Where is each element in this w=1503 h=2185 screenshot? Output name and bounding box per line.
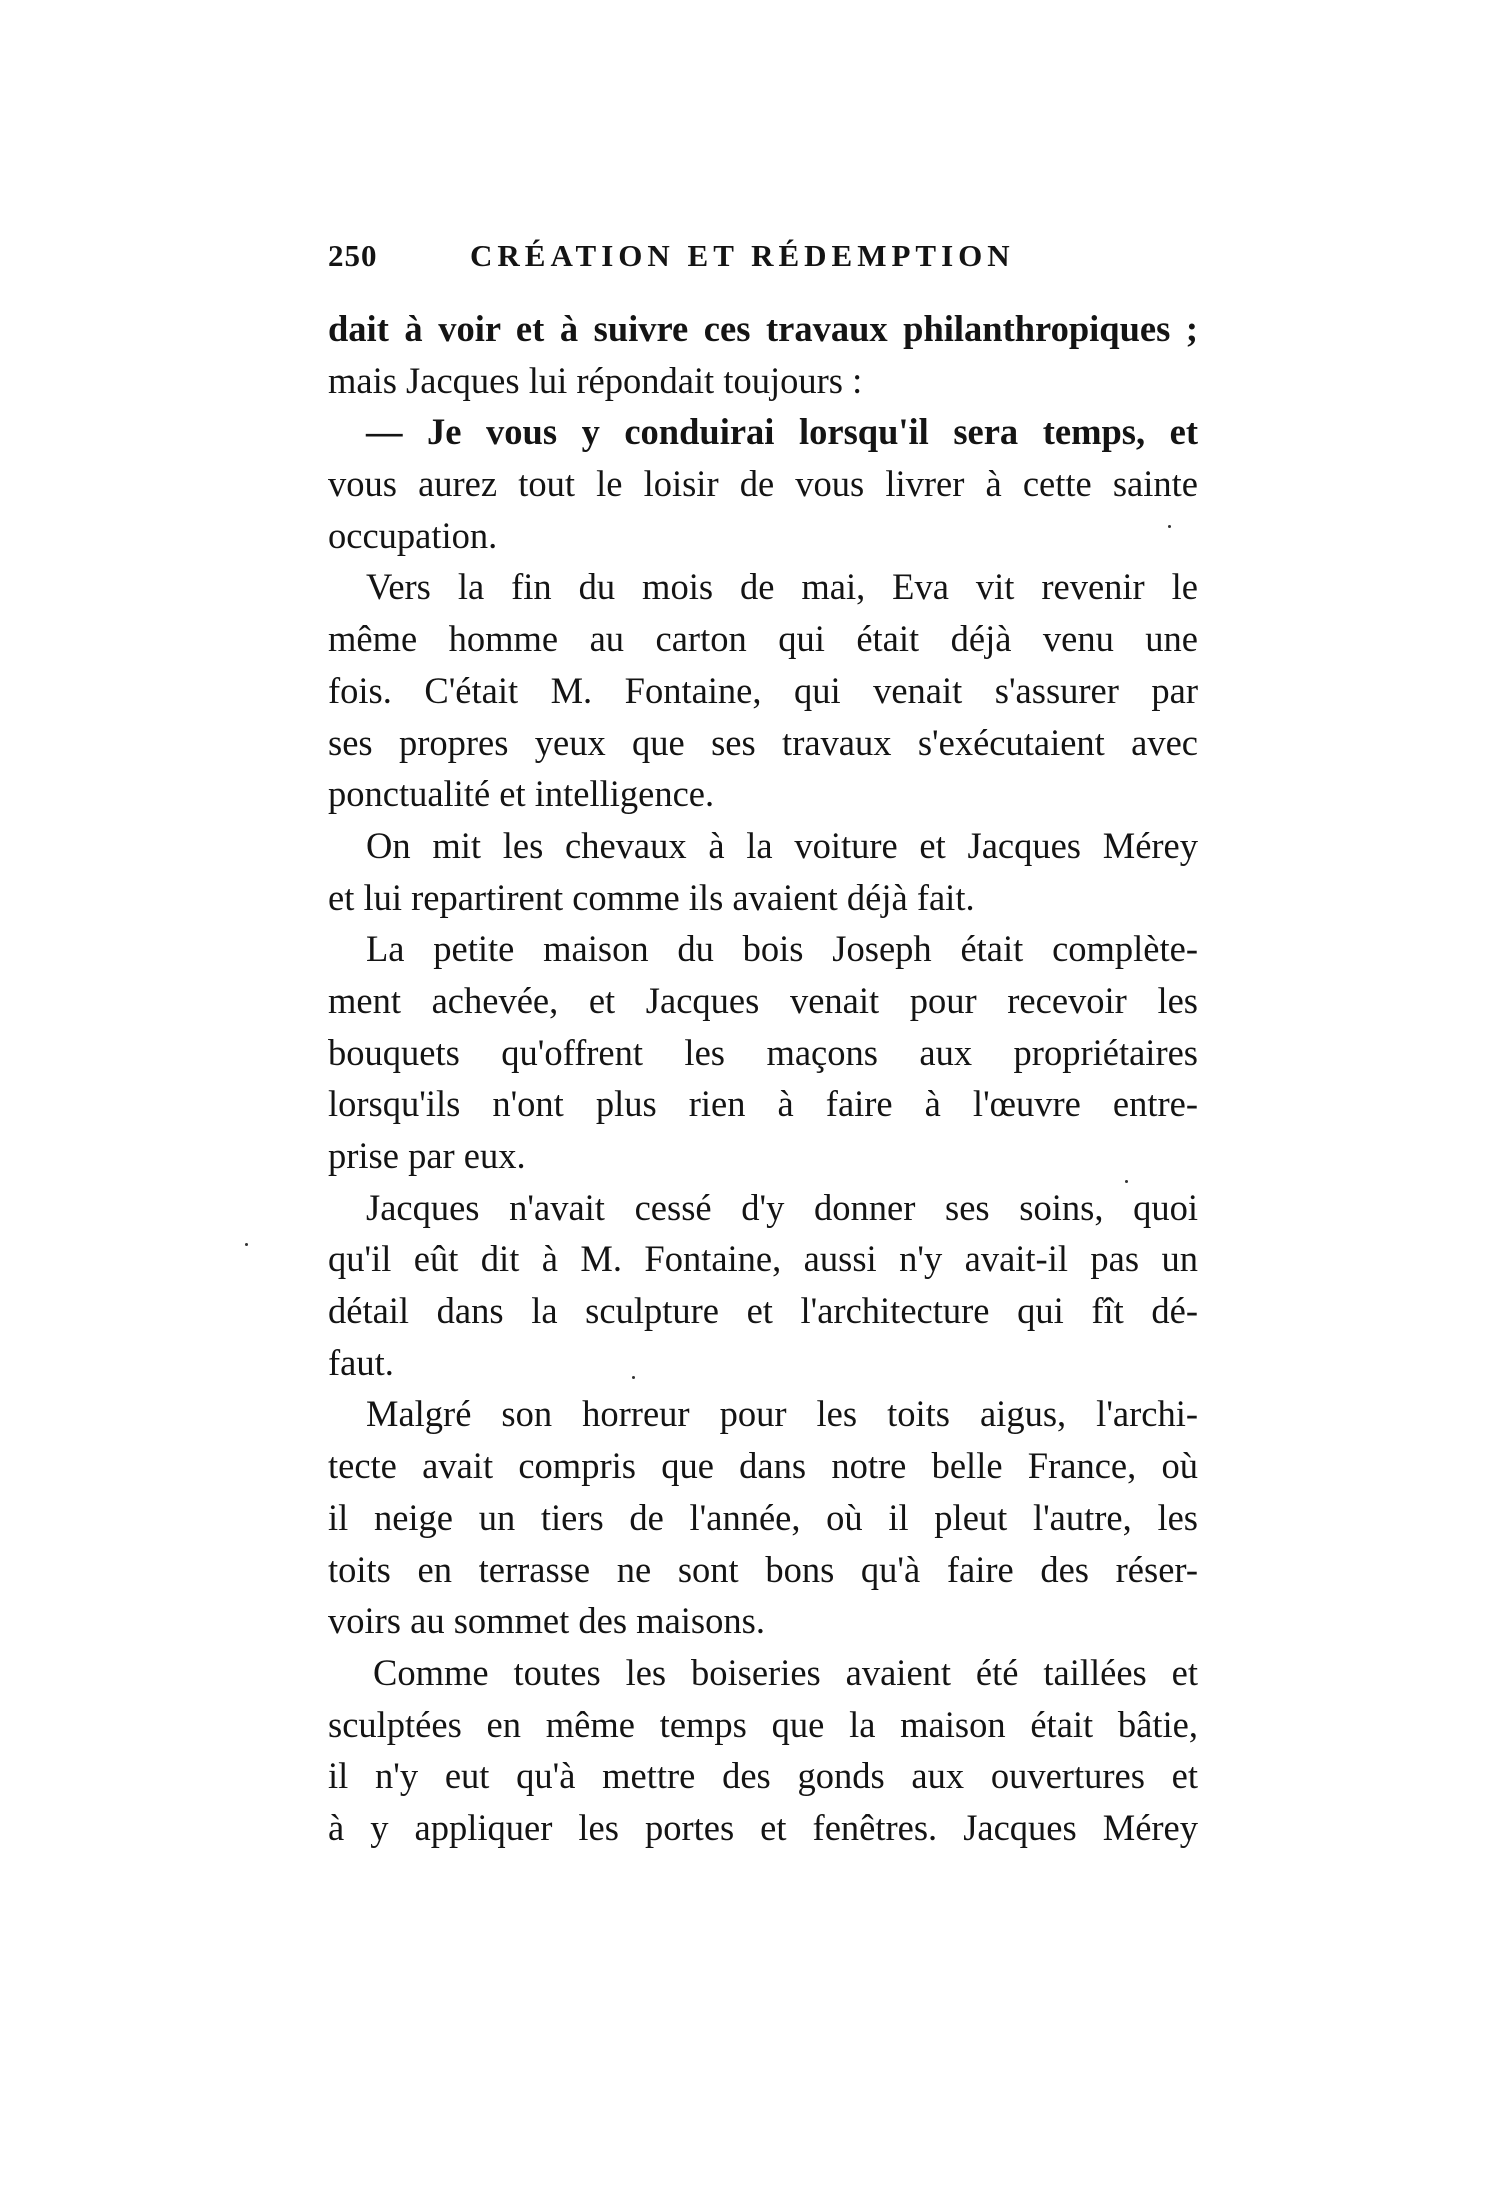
scan-speck	[632, 1376, 635, 1379]
text-line: occupation.	[328, 514, 498, 556]
text-line: qu'il eût dit à M. Fontaine, aussi n'y avait-il pas un	[328, 1238, 1198, 1280]
text-line: et lui repartirent comme ils avaient déjà fait.	[328, 876, 975, 918]
running-title: CRÉATION ET RÉDEMPTION	[470, 238, 1015, 273]
page-number: 250	[328, 238, 378, 273]
text-line: ponctualité et intelligence.	[328, 773, 715, 815]
text-line: Malgré son horreur pour les toits aigus, l'archi-	[366, 1393, 1198, 1435]
text-line: voirs au sommet des maisons.	[328, 1600, 765, 1642]
text-line: dait à voir et à suivre ces travaux philanthropiques ;	[328, 308, 1198, 349]
text-line: lorsqu'ils n'ont plus rien à faire à l'œuvre entre-	[328, 1083, 1198, 1125]
scan-speck	[1168, 525, 1171, 528]
text-line: ment achevée, et Jacques venait pour recevoir les	[328, 979, 1198, 1021]
text-line: vous aurez tout le loisir de vous livrer à cette sainte	[328, 463, 1198, 505]
text-line: mais Jacques lui répondait toujours :	[328, 359, 863, 401]
text-line: bouquets qu'offrent les maçons aux propriétaires	[328, 1031, 1198, 1073]
text-line: Vers la fin du mois de mai, Eva vit revenir le	[366, 566, 1198, 608]
text-line: toits en terrasse ne sont bons qu'à faire des réser-	[328, 1548, 1198, 1590]
scan-speck	[245, 1243, 248, 1246]
text-line: il neige un tiers de l'année, où il pleut l'autre, les	[328, 1496, 1198, 1538]
text-line: même homme au carton qui était déjà venu une	[328, 618, 1198, 660]
text-line: tecte avait compris que dans notre belle France, où	[328, 1445, 1198, 1487]
text-line: à y appliquer les portes et fenêtres. Jacques Mérey	[328, 1806, 1198, 1848]
text-line: fois. C'était M. Fontaine, qui venait s'assurer par	[328, 669, 1198, 711]
text-line: Comme toutes les boiseries avaient été taillées et	[373, 1651, 1198, 1693]
text-line: prise par eux.	[328, 1135, 526, 1176]
text-line: détail dans la sculpture et l'architecture qui fît dé-	[328, 1290, 1198, 1332]
running-head	[328, 238, 1198, 298]
text-line: sculptées en même temps que la maison était bâtie,	[328, 1703, 1198, 1745]
body-text	[328, 303, 1198, 1854]
text-line: faut.	[328, 1341, 394, 1383]
text-line: La petite maison du bois Joseph était complète-	[366, 928, 1198, 970]
text-line: — Je vous y conduirai lorsqu'il sera temps, et	[366, 411, 1198, 453]
text-line: il n'y eut qu'à mettre des gonds aux ouvertures et	[328, 1755, 1198, 1797]
text-line: Jacques n'avait cessé d'y donner ses soins, quoi	[366, 1186, 1198, 1228]
scan-speck	[1125, 1180, 1128, 1183]
text-line: On mit les chevaux à la voiture et Jacques Mérey	[366, 824, 1198, 866]
text-line: ses propres yeux que ses travaux s'exécutaient avec	[328, 721, 1198, 763]
